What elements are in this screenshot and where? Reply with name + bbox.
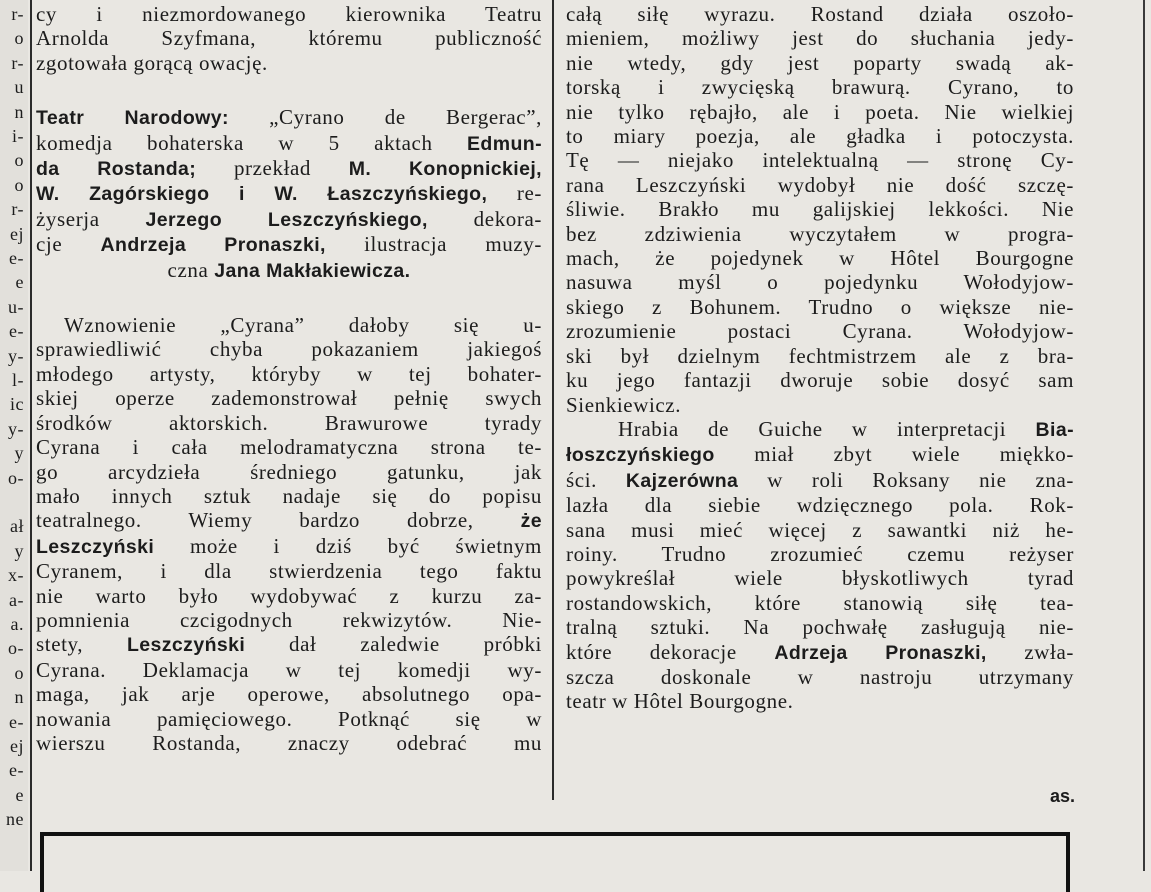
next-article-frame [40, 832, 1070, 892]
edge-fragment: y- [8, 345, 24, 366]
edge-fragment: r- [11, 4, 24, 24]
text-line: Cyrana. Deklamacja w tej komedji wy- [36, 657, 542, 682]
edge-fragment: y- [8, 418, 24, 439]
text-line: maga, jak arje operowe, absolutnego opa- [36, 682, 542, 707]
text-line: Sienkiewicz. [566, 392, 682, 417]
edge-fragment: r- [11, 52, 24, 73]
theatre-name: Teatr Narodowy: [36, 107, 229, 130]
edge-fragment: o [14, 174, 24, 195]
edge-fragment: ne [6, 809, 24, 830]
article-column-1 [36, 2, 542, 755]
text-line: młodego artysty, któryby w tej bohater- [36, 361, 542, 386]
text-line: ski był dzielnym fechtmistrzem ale z bra- [566, 343, 1074, 368]
edge-fragment: o [14, 28, 24, 49]
review-paragraph-2: Hrabia de Guiche w interpretacji Bia- łoszczyńskiego miał zbyt wiele miękko- ści. Kajzerówna w roli Roksany nie zna- lazła dla siebie wdzięcznego pola. Rok- sana musi mieć więcej z sawantki niż he- roiny. Trudno zrozumieć czemu reżyser powykreślał wiele błyskotliwych tyrad rostandowskich, które stanowią siłę tea- tralną sztuki. Na pochwałę zasługują nie- które dekoracje Adrzeja Pronaszki, zwła- szcza doskonale w nastroju utrzymany teatr w Hôtel Bourgogne. [566, 416, 1074, 714]
text-line: nasuwa myśl o pojedynku Wołodyjow- [566, 270, 1074, 295]
text-line: mach, że pojedynek w Hôtel Bourgogne [566, 246, 1074, 271]
edge-fragment: o- [8, 467, 24, 488]
edge-fragment: y [14, 540, 24, 561]
text-line: skiego z Bohunem. Trudno o większe nie- [566, 294, 1074, 319]
edge-fragment: e- [9, 248, 24, 268]
text-line: całą siłę wyrazu. Rostand działa oszoło- [566, 2, 1074, 26]
column-rule-middle [552, 0, 554, 800]
edge-fragment: u- [8, 296, 24, 317]
text-line: to miary poezja, ale gładka i potoczysta. [566, 124, 1074, 149]
text-line: skiej operze zademonstrował pełnię swych [36, 386, 542, 411]
edge-fragment: u [14, 77, 24, 98]
text-line: mieniem, możliwy jest do słuchania jedy- [566, 26, 1074, 51]
edge-fragment: a- [9, 589, 24, 610]
article-column-2 [566, 2, 1074, 714]
edge-fragment: e- [9, 760, 24, 781]
edge-fragment: ej [10, 736, 24, 756]
text-line: zgotowała gorącą owację. [36, 50, 268, 75]
text-line: wierszu Rostanda, znaczy odebrać mu [36, 730, 542, 755]
edge-fragment: r- [11, 199, 24, 220]
edge-fragment: e [15, 784, 24, 805]
text-line: sprawiedliwić chyba pokazaniem jakiegoś [36, 337, 542, 362]
edge-fragment: a. [10, 614, 24, 634]
text-line: Arnolda Szyfmana, któremu publiczność [36, 26, 542, 51]
author-signature: as. [1049, 786, 1075, 806]
text-line: środków aktorskich. Brawurowe tyrady [36, 410, 542, 435]
edge-fragment: x- [8, 565, 24, 586]
text-line: ku jego fantazji dworuje sobie dosyć sam [566, 368, 1074, 393]
text-line: zrozumienie postaci Cyrana. Wołodyjow- [566, 319, 1074, 344]
text-line: pomnienia czcigodnych rekwizytów. Nie- [36, 607, 542, 632]
review-heading: Teatr Narodowy: „Cyrano de Bergerac”, komedja bohaterska w 5 aktach Edmun- da Rostanda; przekład M. Konopnickiej, W. Zagórskiego i W. Łaszczyńskiego, re- żyserja Jerzego Leszczyńskiego, dekora- cje Andrzeja Pronaszki, ilustracja muzy- czna Jana Makłakiewicza. [36, 105, 543, 282]
text-line: Cyranem, i dla stwierdzenia tego faktu [36, 559, 542, 584]
text-line: Cyrana i cała melodramatyczna strona te- [36, 435, 542, 460]
text-line: mało innych sztuk nadaje się do popisu [36, 483, 542, 508]
text-line: nie warto było wydobywać z kurzu za- [36, 583, 542, 608]
text-line: nowania pamięciowego. Potknąć się w [36, 706, 542, 731]
text-line: rana Leszczyński wydobył nie dość szczę- [566, 172, 1074, 197]
column-rule-right [1143, 0, 1145, 871]
edge-fragment: ał [10, 516, 24, 537]
text-line: nie tylko rębajło, ale i poeta. Nie wielkiej [566, 99, 1074, 124]
text-line: nie wtedy, gdy jest poparty swadą ak- [566, 50, 1074, 75]
previous-column-fragment [0, 0, 28, 871]
text-line: śliwie. Brakło mu galijskiej lekkości. Nie [566, 197, 1074, 222]
edge-fragment: e- [9, 321, 24, 342]
text-line: go arcydzieła średniego gatunku, jak [36, 459, 542, 484]
edge-fragment: n [14, 101, 24, 122]
text-line: torską i zwycięską brawurą. Cyrano, to [566, 75, 1074, 100]
edge-fragment: o [14, 662, 24, 683]
intro-paragraph [36, 2, 542, 75]
review-body: Wznowienie „Cyrana” dałoby się u- sprawiedliwić chyba pokazaniem jakiegoś młodego artysty, któryby w tej bohater- skiej operze zademonstrował pełnię swych środków aktorskich. Brawurowe tyrady Cyrana i cała melodramatyczna strona te- go arcydzieła średniego gatunku, jak mało innych sztuk nadaje się do popisu teatralnego. Wiemy bardzo dobrze, że Leszczyński może i dziś być świetnym Cyranem, i dla stwierdzenia tego faktu nie warto było wydobywać z kurzu za- pomnienia czcigodnych rekwizytów. Nie- stety, Leszczyński dał zaledwie próbki Cyrana. Deklamacja w tej komedji wy- maga, jak arje operowe, absolutnego opa- nowania pamięciowego. Potknąć się w wierszu Rostanda, znaczy odebrać mu [36, 313, 542, 755]
edge-fragment: n [14, 687, 24, 708]
edge-fragment: o- [8, 638, 24, 659]
review-continuation [566, 2, 1074, 417]
edge-fragment: l- [12, 370, 24, 390]
text-line: Tę — niejako intelektualną — stronę Cy- [566, 148, 1074, 173]
edge-fragment: ej [10, 223, 24, 244]
column-rule-left [30, 0, 32, 871]
text-line: bez zdziwienia wyczytałem w progra- [566, 221, 1074, 246]
edge-fragment: y [14, 443, 24, 464]
edge-fragment: o [14, 150, 24, 171]
edge-fragment: ic [10, 394, 24, 415]
edge-fragment: e- [9, 711, 24, 732]
edge-fragment: i- [12, 126, 24, 146]
text-line: cy i niezmordowanego kierownika Teatru [36, 2, 542, 26]
edge-fragment: e [15, 272, 24, 293]
text-line: Wznowienie „Cyrana” dałoby się u- [64, 313, 542, 338]
